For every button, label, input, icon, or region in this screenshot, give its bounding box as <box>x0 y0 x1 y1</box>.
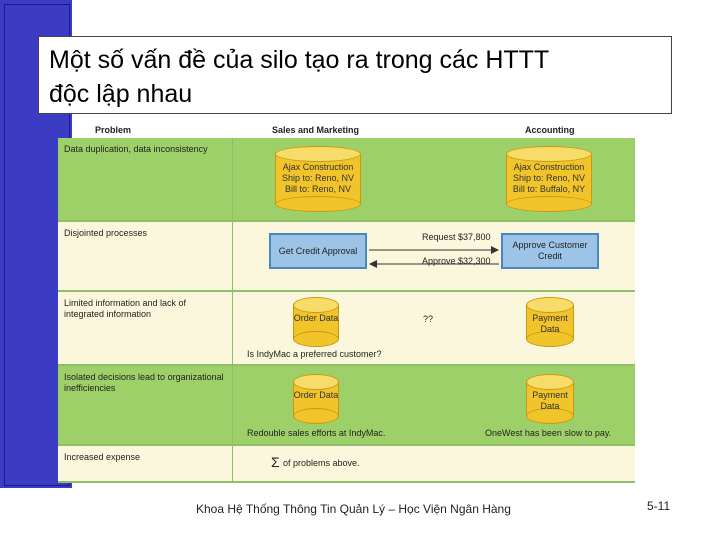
sales-database-cylinder <box>275 146 361 212</box>
approve-customer-credit-box: Approve Customer Credit <box>501 233 599 269</box>
db-line: Bill to: Buffalo, NY <box>512 184 586 194</box>
approve-arrow-head <box>369 260 377 268</box>
payment-data-cylinder <box>526 374 574 424</box>
title-line-2: độc lập nhau <box>49 80 193 108</box>
column-header-accounting: Accounting <box>525 125 575 135</box>
payment-data-cylinder <box>526 297 574 347</box>
column-header-problem: Problem <box>95 125 132 135</box>
cylinder-label: Payment Data <box>532 313 568 334</box>
footer-text: Khoa Hệ Thống Thông Tin Quản Lý – Học Viện Ngân Hàng <box>196 502 511 516</box>
page-number: 5-11 <box>647 499 671 513</box>
row-disjointed-processes <box>58 222 635 292</box>
row-label: Increased expense <box>58 446 233 481</box>
row-isolated-decisions <box>58 366 635 446</box>
cylinder-label: Order Data <box>293 313 339 323</box>
accounting-decision-note: OneWest has been slow to pay. <box>485 428 612 438</box>
row-limited-information <box>58 292 635 366</box>
row-label: Data duplication, data inconsistency <box>58 138 233 220</box>
db-line: Ship to: Reno, NV <box>512 173 586 183</box>
row-data-duplication <box>58 138 635 222</box>
row-label: Disjointed processes <box>58 222 233 290</box>
request-amount-label: Request $37,800 <box>422 232 491 242</box>
db-line: Bill to: Reno, NV <box>284 184 352 194</box>
column-header-sales: Sales and Marketing <box>272 125 360 135</box>
preferred-customer-question: Is IndyMac a preferred customer? <box>247 349 382 359</box>
silo-problem-table <box>58 138 635 483</box>
order-data-cylinder <box>293 374 339 424</box>
cylinder-label: Order Data <box>293 390 339 400</box>
order-data-cylinder <box>293 297 339 347</box>
sales-decision-note: Redouble sales efforts at IndyMac. <box>247 428 386 438</box>
row-label: Isolated decisions lead to organizational inefficiencies <box>58 366 233 444</box>
title-line-1: Một số vấn đề của silo tạo ra trong các HTTT <box>49 46 550 74</box>
row-label: Limited information and lack of integrated information <box>58 292 233 364</box>
get-credit-approval-box: Get Credit Approval <box>269 233 367 269</box>
unknown-marker: ?? <box>423 314 434 324</box>
accounting-database-cylinder <box>506 146 592 212</box>
row-increased-expense <box>58 446 635 483</box>
slide-title <box>38 36 672 114</box>
request-arrow-head <box>491 246 499 254</box>
sum-of-problems-text: of problems above. <box>283 458 360 468</box>
db-line: Ajax Construction <box>282 162 354 172</box>
sigma-symbol: Σ <box>271 454 280 470</box>
db-line: Ship to: Reno, NV <box>281 173 355 183</box>
approve-amount-label: Approve $32,300 <box>422 256 491 266</box>
cylinder-label: Payment Data <box>532 390 568 411</box>
db-line: Ajax Construction <box>513 162 585 172</box>
